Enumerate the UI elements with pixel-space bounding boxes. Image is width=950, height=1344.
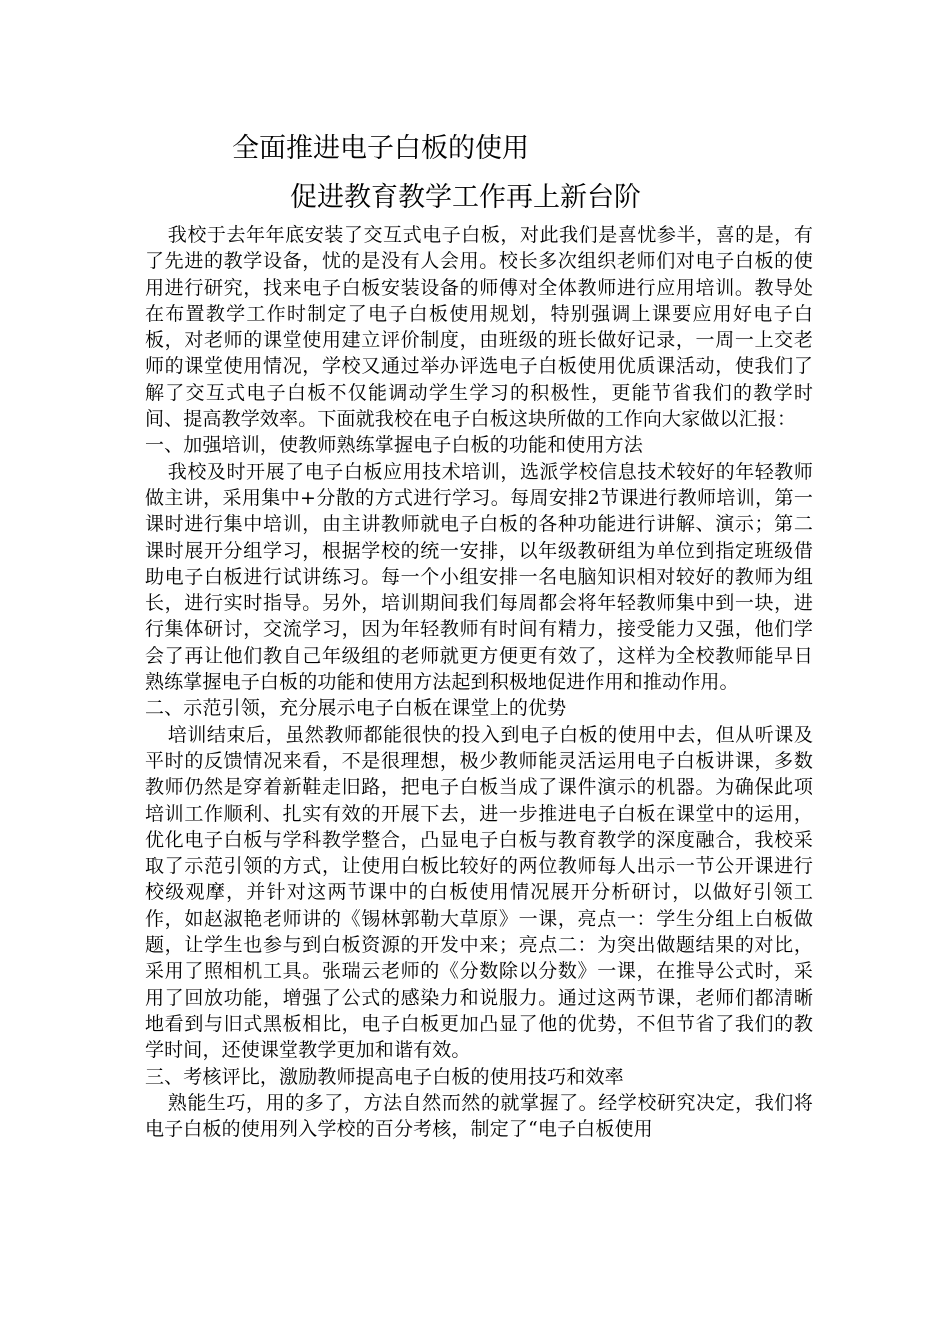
document-subtitle: 促进教育教学工作再上新台阶 [290, 182, 641, 213]
section-paragraph-2: 培训结束后，虽然教师都能很快的投入到电子白板的使用中去，但从听课及平时的反馈情况来看，不是很理想，极少教师能灵活运用电子白板讲课，多数教师仍然是穿着新鞋走旧路，把电子白板当成了课件演示的机器。为确保此项培训工作顺利、扎实有效的开展下去，进一步推进电子白板在课堂中的运用，优化电子白板与学科教学整合，凸显电子白板与教育教学的深度融合，我校采取了示范引领的方式，让使用白板比较好的两位教师每人出示一节公开课进行校级观摩，并针对这两节课中的白板使用情况展开分析研讨，以做好引领工作，如赵淑艳老师讲的《锡林郭勒大草原》一课，亮点一：学生分组上白板做题，让学生也参与到白板资源的开发中来；亮点二：为突出做题结果的对比，采用了照相机工具。张瑞云老师的《分数除以分数》一课，在推导公式时，采用了回放功能，增强了公式的感染力和说服力。通过这两节课，老师们都清晰地看到与旧式黑板相比，电子白板更加凸显了他的优势，不但节省了我们的教学时间，还使课堂教学更加和谐有效。 [145, 723, 813, 1062]
section-paragraph-3: 熟能生巧，用的多了，方法自然而然的就掌握了。经学校研究决定，我们将电子白板的使用列入学校的百分考核，制定了“电子白板使用 [145, 1091, 813, 1141]
section-paragraph-1: 我校及时开展了电子白板应用技术培训，选派学校信息技术较好的年轻教师做主讲，采用集中+分散的方式进行学习。每周安排2节课进行教师培训，第一课时进行集中培训，由主讲教师就电子白板的各种功能进行讲解、演示；第二课时展开分组学习，根据学校的统一安排，以年级教研组为单位到指定班级借助电子白板进行试讲练习。每一个小组安排一名电脑知识相对较好的教师为组长，进行实时指导。另外，培训期间我们每周都会将年轻教师集中到一块，进行集体研讨，交流学习，因为年轻教师有时间有精力，接受能力又强，他们学会了再让他们教自己年级组的老师就更方便更有效了，这样为全校教师能早日熟练掌握电子白板的功能和使用方法起到积极地促进作用和推动作用。 [145, 460, 813, 694]
section-heading-1: 一、加强培训，使教师熟练掌握电子白板的功能和使用方法 [145, 434, 643, 457]
document-body [145, 222, 813, 1142]
document-title: 全面推进电子白板的使用 [232, 133, 529, 164]
section-heading-3: 三、考核评比，激励教师提高电子白板的使用技巧和效率 [145, 1065, 624, 1088]
section-heading-2: 二、示范引领，充分展示电子白板在课堂上的优势 [145, 697, 567, 720]
intro-paragraph: 我校于去年年底安装了交互式电子白板，对此我们是喜忧参半，喜的是，有了先进的教学设备，忧的是没有人会用。校长多次组织老师们对电子白板的使用进行研究，找来电子白板安装设备的师傅对全体教师进行应用培训。教导处在布置教学工作时制定了电子白板使用规划，特别强调上课要应用好电子白板，对老师的课堂使用建立评价制度，由班级的班长做好记录，一周一上交老师的课堂使用情况，学校又通过举办评选电子白板使用优质课活动，使我们了解了交互式电子白板不仅能调动学生学习的积极性，更能节省我们的教学时间、提高教学效率。下面就我校在电子白板这块所做的工作向大家做以汇报： [145, 224, 813, 431]
